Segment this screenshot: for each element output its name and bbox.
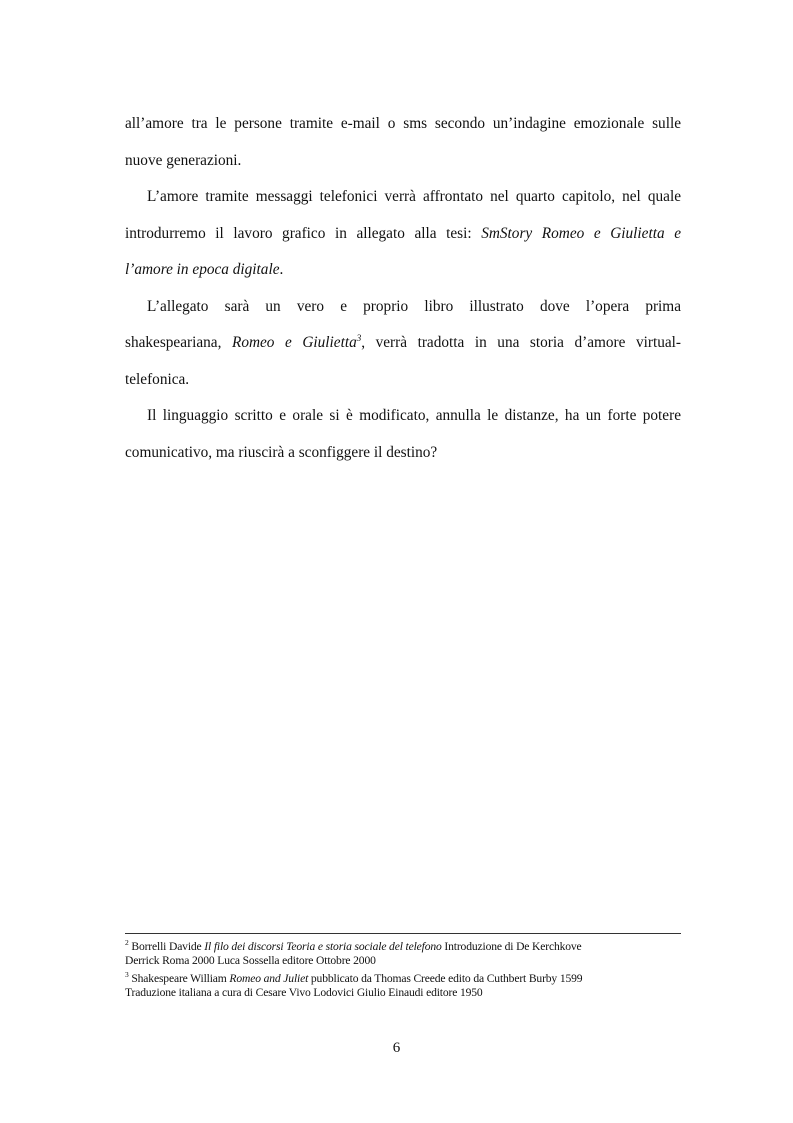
footnote-text: Shakespeare William [128, 972, 230, 985]
footnote-separator [125, 933, 681, 934]
body-text: L’amore tramite messaggi telefonici verrà affrontato nel quarto capitolo, nel quale [147, 188, 681, 205]
body-line [125, 443, 681, 463]
attachment-title: SmStory Romeo e Giulietta e [481, 225, 681, 242]
footnote-ref: 3 [356, 332, 362, 343]
footnote-title: Il filo dei discorsi Teoria e storia sociale del telefono [204, 940, 442, 953]
footnote-text: Introduzione di De Kerchkove [441, 940, 582, 953]
footnote-text: pubblicato da Thomas Creede edito da Cuthbert Burby 1599 [308, 972, 583, 985]
body-line [125, 224, 681, 244]
body-line [147, 297, 681, 317]
footnote-text: Traduzione italiana a cura di Cesare Vivo Lodovici Giulio Einaudi editore 1950 [125, 986, 483, 999]
body-line [125, 333, 681, 353]
body-text: all’amore tra le persone tramite e-mail o sms secondo un’indagine emozionale sulle [125, 115, 681, 132]
footnote-text: Derrick Roma 2000 Luca Sossella editore Ottobre 2000 [125, 954, 376, 967]
footnote-number: 2 [125, 938, 129, 948]
body-text: comunicativo, ma riuscirà a sconfiggere il destino? [125, 444, 438, 461]
body-line [125, 151, 681, 171]
work-title: Romeo e Giulietta [231, 334, 357, 351]
body-line [147, 406, 681, 426]
body-line [125, 370, 681, 390]
body-text: Il linguaggio scritto e orale si è modificato, annulla le distanze, ha un forte potere [147, 407, 681, 424]
body-text: nuove generazioni. [125, 152, 242, 169]
footnote-3-line-2 [125, 986, 681, 1000]
footnote-text: Borrelli Davide [128, 940, 205, 953]
attachment-title-cont: l’amore in epoca digitale [125, 261, 280, 278]
footnote-3 [125, 972, 681, 986]
footnote-2 [125, 940, 681, 954]
footnote-title: Romeo and Juliet [229, 972, 309, 985]
body-line [125, 114, 681, 134]
body-text: . [279, 261, 284, 278]
footnote-number: 3 [125, 970, 129, 980]
footnote-2-line-2 [125, 954, 681, 968]
body-line [147, 187, 681, 207]
body-text: shakespeariana, [125, 334, 232, 351]
body-text: introdurremo il lavoro grafico in allegato alla tesi: [125, 225, 482, 242]
body-text: , verrà tradotta in una storia d’amore virtual- [361, 334, 682, 351]
body-text: L’allegato sarà un vero e proprio libro illustrato dove l’opera prima [147, 298, 681, 315]
body-line [125, 260, 681, 280]
page-number: 6 [392, 1040, 401, 1056]
body-text: telefonica. [125, 371, 190, 388]
